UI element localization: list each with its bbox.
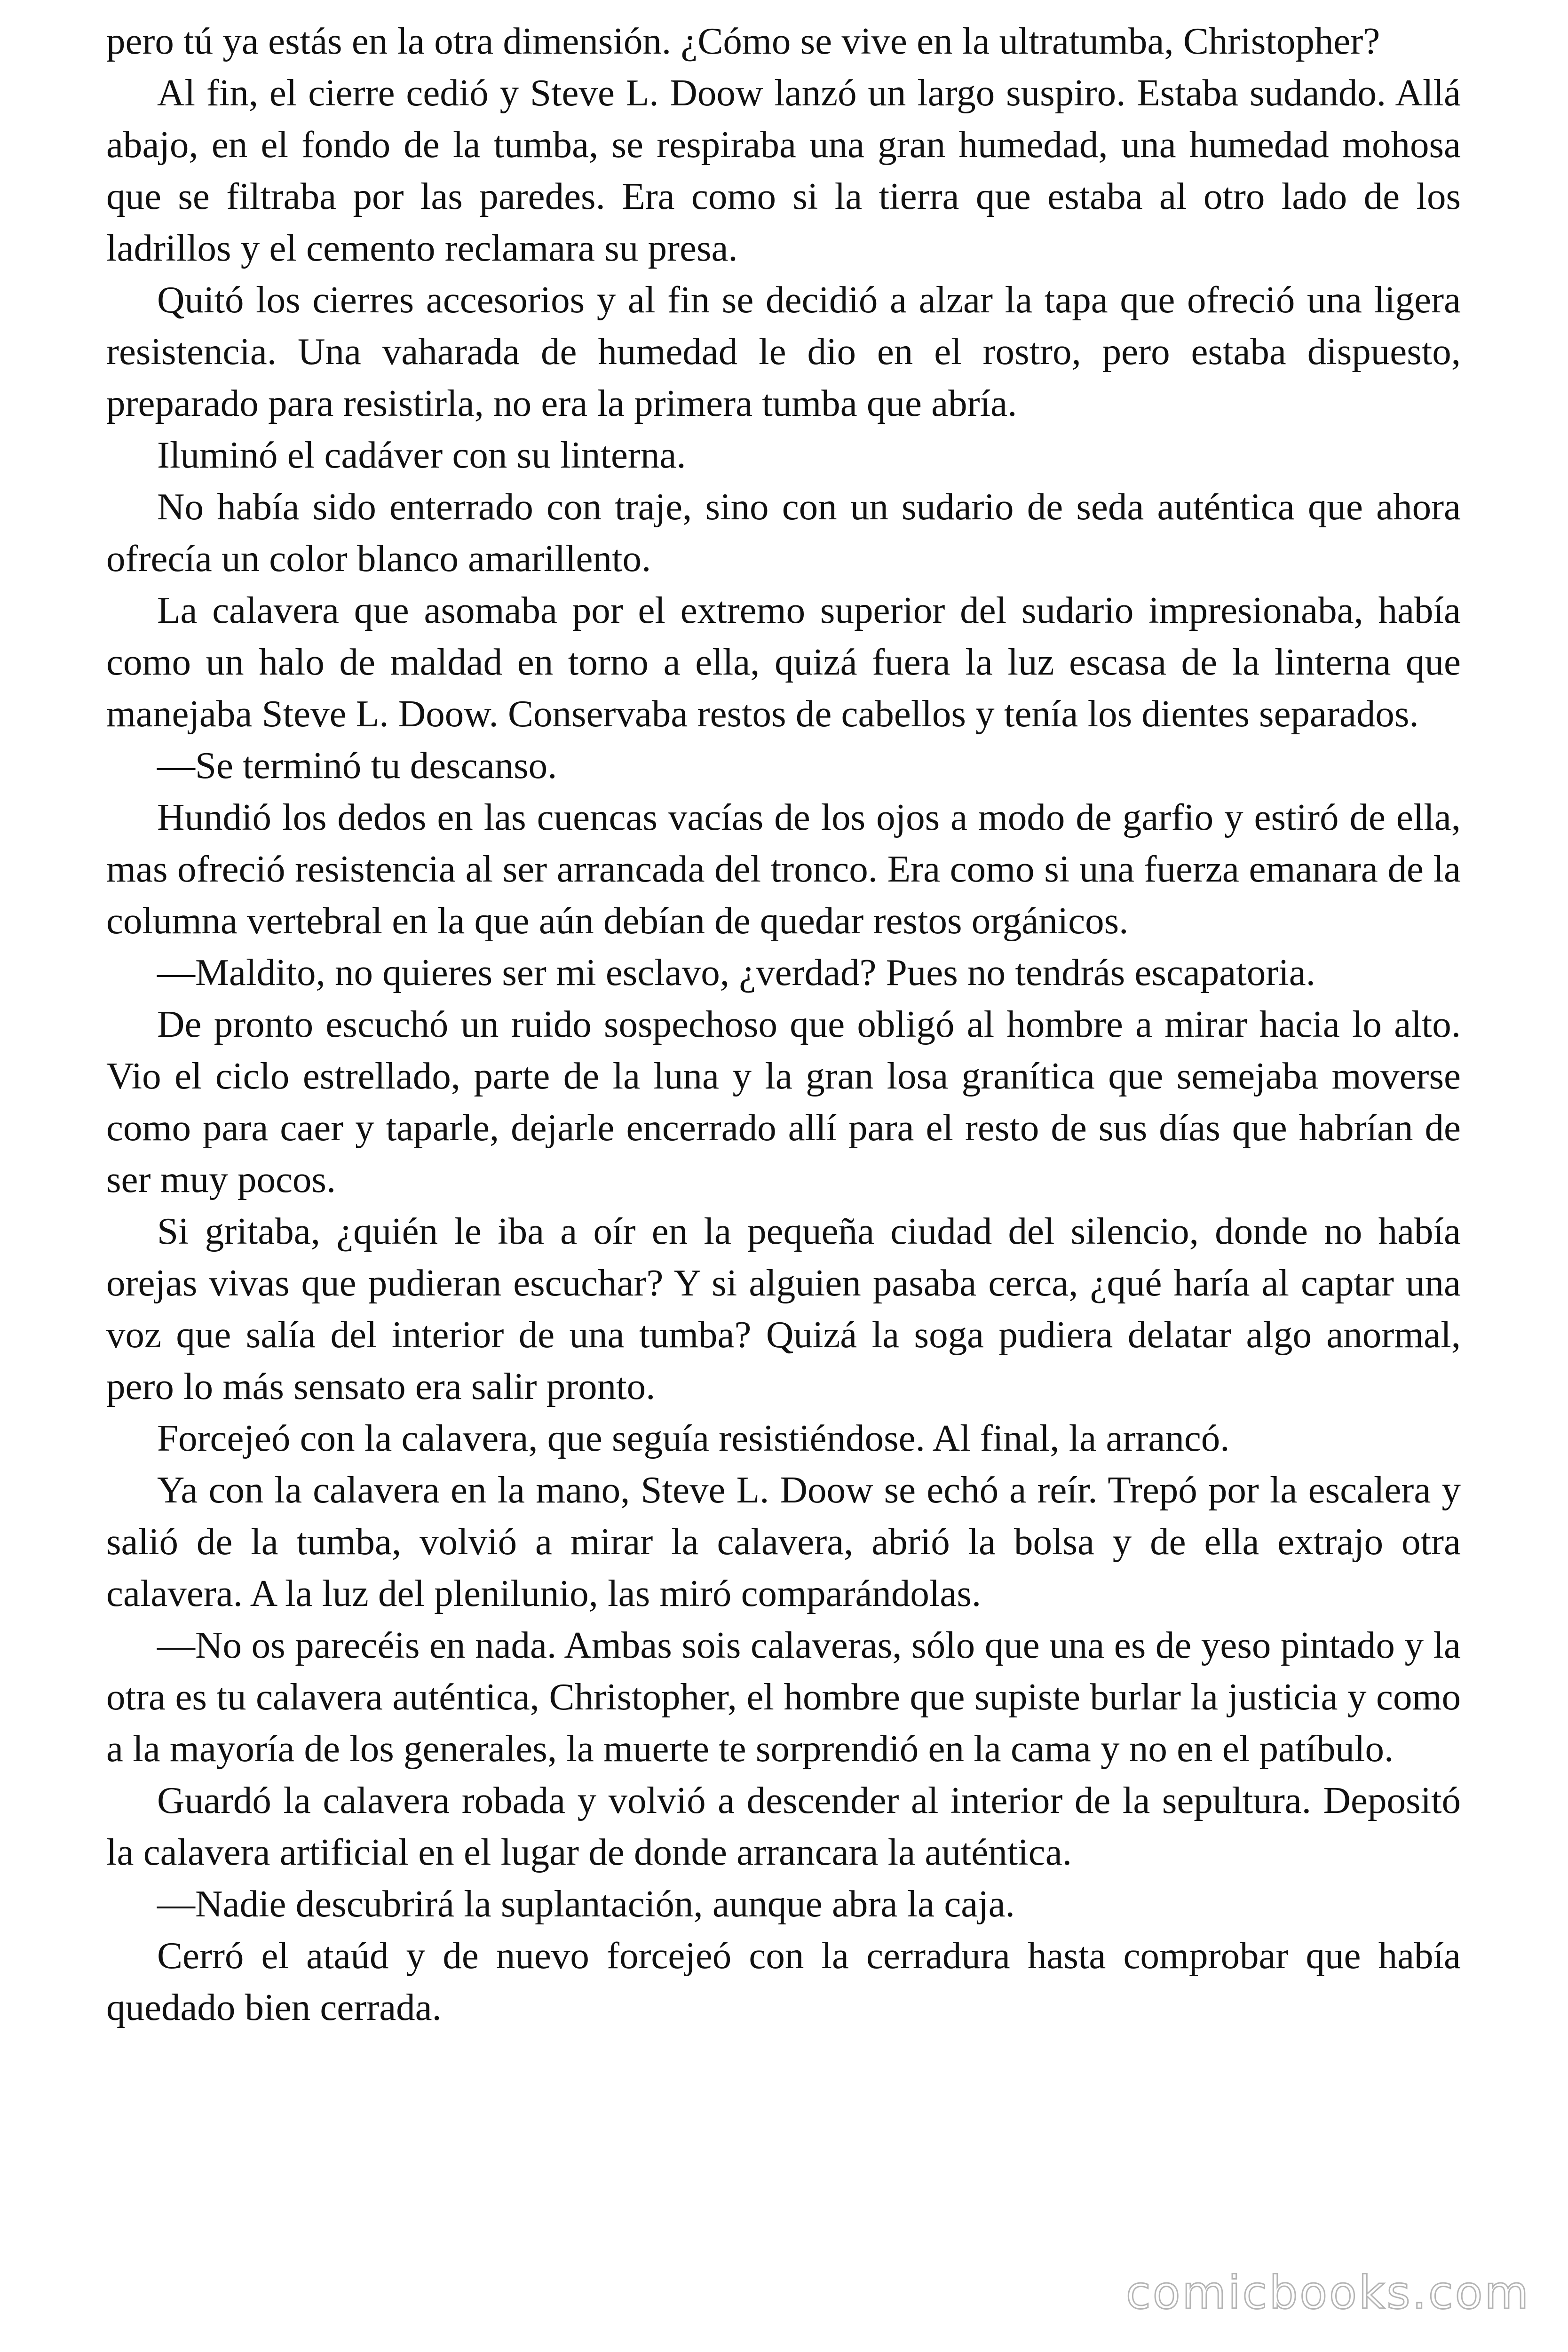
- paragraph: pero tú ya estás en la otra dimensión. ¿Cómo se vive en la ultratumba, Christopher?: [106, 20, 1380, 62]
- paragraph: Hundió los dedos en las cuencas vacías de los ojos a modo de garfio y estiró de ella, mas ofreció resistencia al ser arrancada del tronco. Era como si una fuerza emanara de la columna vertebral en la que aún debían de quedar restos orgánicos.: [106, 796, 1461, 942]
- paragraph: Iluminó el cadáver con su linterna.: [157, 434, 686, 476]
- book-page: [106, 15, 1461, 2033]
- paragraph: —Se terminó tu descanso.: [157, 744, 557, 787]
- paragraph: —No os parecéis en nada. Ambas sois calaveras, sólo que una es de yeso pintado y la otra es tu calavera auténtica, Christopher, el hombre que supiste burlar la justicia y como a la mayoría de los generales, la muerte te sorprendió en la cama y no en el patíbulo.: [106, 1624, 1461, 1770]
- paragraph: Quitó los cierres accesorios y al fin se decidió a alzar la tapa que ofreció una ligera resistencia. Una vaharada de humedad le dio en el rostro, pero estaba dispuesto, preparado para resistirla, no era la primera tumba que abría.: [106, 278, 1461, 424]
- paragraph: —Nadie descubrirá la suplantación, aunque abra la caja.: [157, 1883, 1015, 1925]
- paragraph: Si gritaba, ¿quién le iba a oír en la pequeña ciudad del silencio, donde no había orejas vivas que pudieran escuchar? Y si alguien pasaba cerca, ¿qué haría al captar una voz que salía del interior de una tumba? Quizá la soga pudiera delatar algo anormal, pero lo más sensato era salir pronto.: [106, 1210, 1461, 1407]
- paragraph: Ya con la calavera en la mano, Steve L. Doow se echó a reír. Trepó por la escalera y salió de la tumba, volvió a mirar la calavera, abrió la bolsa y de ella extrajo otra calavera. A la luz del plenilunio, las miró comparándolas.: [106, 1469, 1461, 1614]
- watermark-logo: comicbooks.com: [1125, 2266, 1530, 2319]
- paragraph: Al fin, el cierre cedió y Steve L. Doow lanzó un largo suspiro. Estaba sudando. Allá abajo, en el fondo de la tumba, se respiraba una gran humedad, una humedad mohosa que se filtraba por las paredes. Era como si la tierra que estaba al otro lado de los ladrillos y el cemento reclamara su presa.: [106, 72, 1461, 269]
- paragraph: Guardó la calavera robada y volvió a descender al interior de la sepultura. Depositó la calavera artificial en el lugar de donde arrancara la auténtica.: [106, 1779, 1461, 1873]
- paragraph: La calavera que asomaba por el extremo superior del sudario impresionaba, había como un halo de maldad en torno a ella, quizá fuera la luz escasa de la linterna que manejaba Steve L. Doow. Conservaba restos de cabellos y tenía los dientes separados.: [106, 589, 1461, 735]
- paragraph: Cerró el ataúd y de nuevo forcejeó con la cerradura hasta comprobar que había quedado bien cerrada.: [106, 1934, 1461, 2028]
- paragraph: De pronto escuchó un ruido sospechoso que obligó al hombre a mirar hacia lo alto. Vio el ciclo estrellado, parte de la luna y la gran losa granítica que semejaba moverse como para caer y taparle, dejarle encerrado allí para el resto de sus días que habrían de ser muy pocos.: [106, 1003, 1461, 1200]
- paragraph: No había sido enterrado con traje, sino con un sudario de seda auténtica que ahora ofrecía un color blanco amarillento.: [106, 485, 1461, 580]
- paragraph: Forcejeó con la calavera, que seguía resistiéndose. Al final, la arrancó.: [157, 1417, 1230, 1459]
- paragraph: —Maldito, no quieres ser mi esclavo, ¿verdad? Pues no tendrás escapatoria.: [157, 951, 1315, 993]
